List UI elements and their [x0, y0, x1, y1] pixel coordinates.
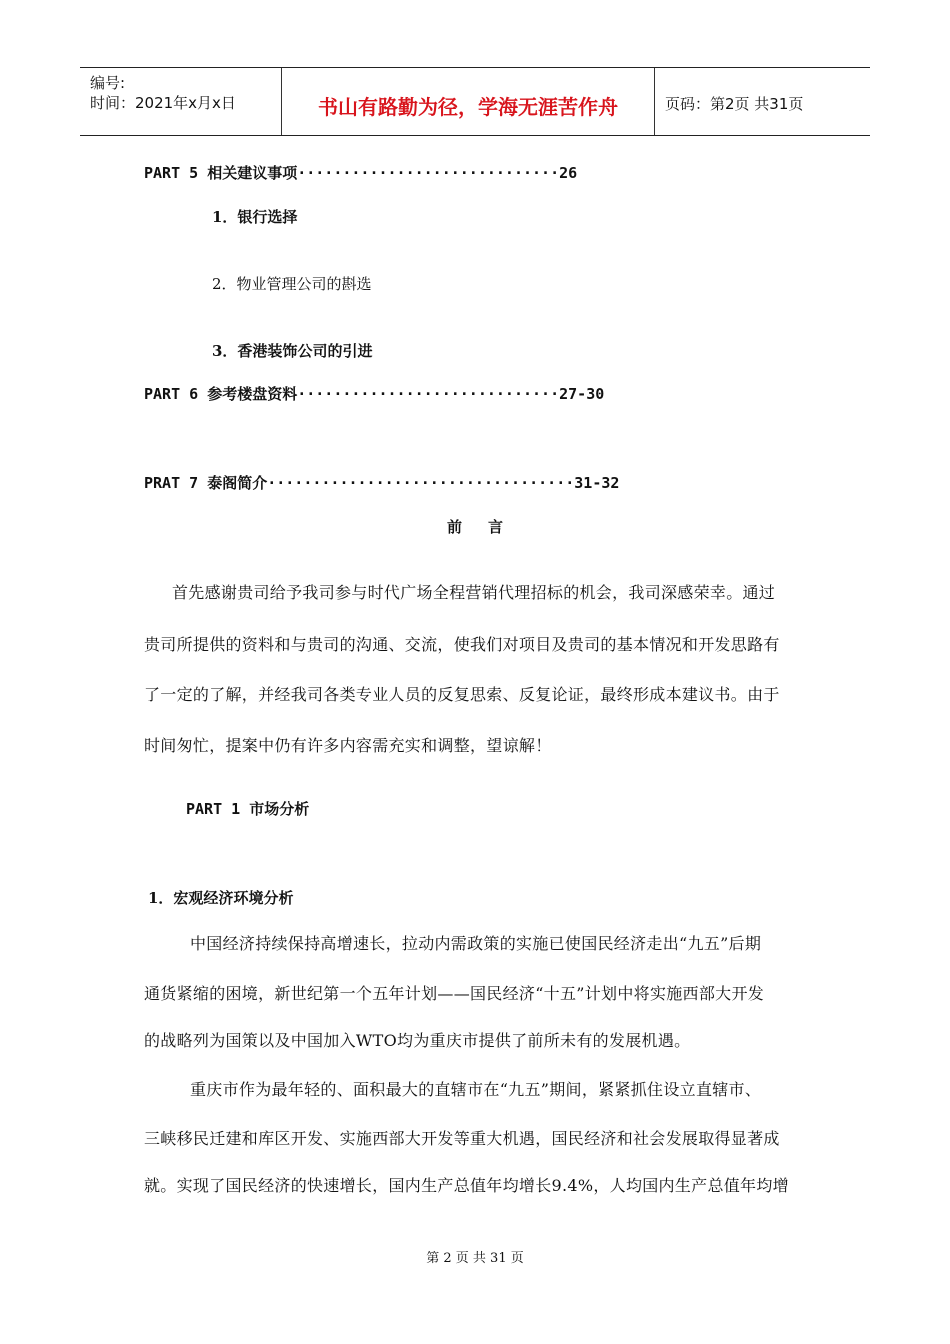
part1-title: PART 1 市场分析 [186, 800, 310, 818]
para1-line-2: 通货紧缩的困境，新世纪第一个五年计划——国民经济“十五”计划中将实施西部大开发 [144, 984, 765, 1003]
preface-line-4: 时间匆忙，提案中仍有许多内容需充实和调整，望谅解！ [144, 736, 552, 755]
header-motto-cell [282, 68, 655, 135]
para1-line-1: 中国经济持续保持高增速长，拉动内需政策的实施已使国民经济走出“九五”后期 [190, 934, 762, 953]
header-motto: 书山有路勤为径，学海无涯苦作舟 [318, 95, 618, 119]
para2-line-1: 重庆市作为最年轻的、面积最大的直辖市在“九五”期间，紧紧抓住设立直辖市、 [190, 1080, 762, 1099]
toc-part6: PART 6 参考楼盘资料·····························27-30 [144, 385, 605, 403]
header-meta-cell [80, 68, 282, 135]
toc-part5-item2: 2．物业管理公司的斟选 [212, 275, 372, 293]
toc-part5-item1: 1．银行选择 [212, 208, 298, 226]
para2-line-3: 就。实现了国民经济的快速增长，国内生产总值年均增长9.4%，人均国内生产总值年均增 [144, 1176, 789, 1195]
preface-line-3: 了一定的了解，并经我司各类专业人员的反复思索、反复论证，最终形成本建议书。由于 [144, 685, 780, 704]
header-page-number: 页码：第2页 共31页 [665, 95, 804, 113]
toc-part5-item3: 3．香港装饰公司的引进 [212, 342, 373, 360]
page-header [80, 67, 870, 136]
number-label: 编号: [90, 74, 126, 92]
time-label: 时间：2021年x月x日 [90, 94, 236, 112]
page-footer: 第 2 页 共 31 页 [426, 1251, 524, 1266]
section1-title: 1．宏观经济环境分析 [148, 889, 294, 907]
para1-line-3: 的战略列为国策以及中国加入WTO均为重庆市提供了前所未有的发展机遇。 [144, 1031, 691, 1050]
preface-line-2: 贵司所提供的资料和与贵司的沟通、交流，使我们对项目及贵司的基本情况和开发思路有 [144, 635, 780, 654]
preface-title: 前 言 [446, 518, 504, 536]
header-page-cell [655, 68, 870, 135]
para2-line-2: 三峡移民迁建和库区开发、实施西部大开发等重大机遇，国民经济和社会发展取得显著成 [144, 1129, 780, 1148]
preface-line-1: 首先感谢贵司给予我司参与时代广场全程营销代理招标的机会，我司深感荣幸。通过 [172, 583, 776, 602]
toc-part7: PRAT 7 泰阁简介··································31-32 [144, 474, 620, 492]
toc-part5: PART 5 相关建议事项·····························26 [144, 164, 578, 182]
